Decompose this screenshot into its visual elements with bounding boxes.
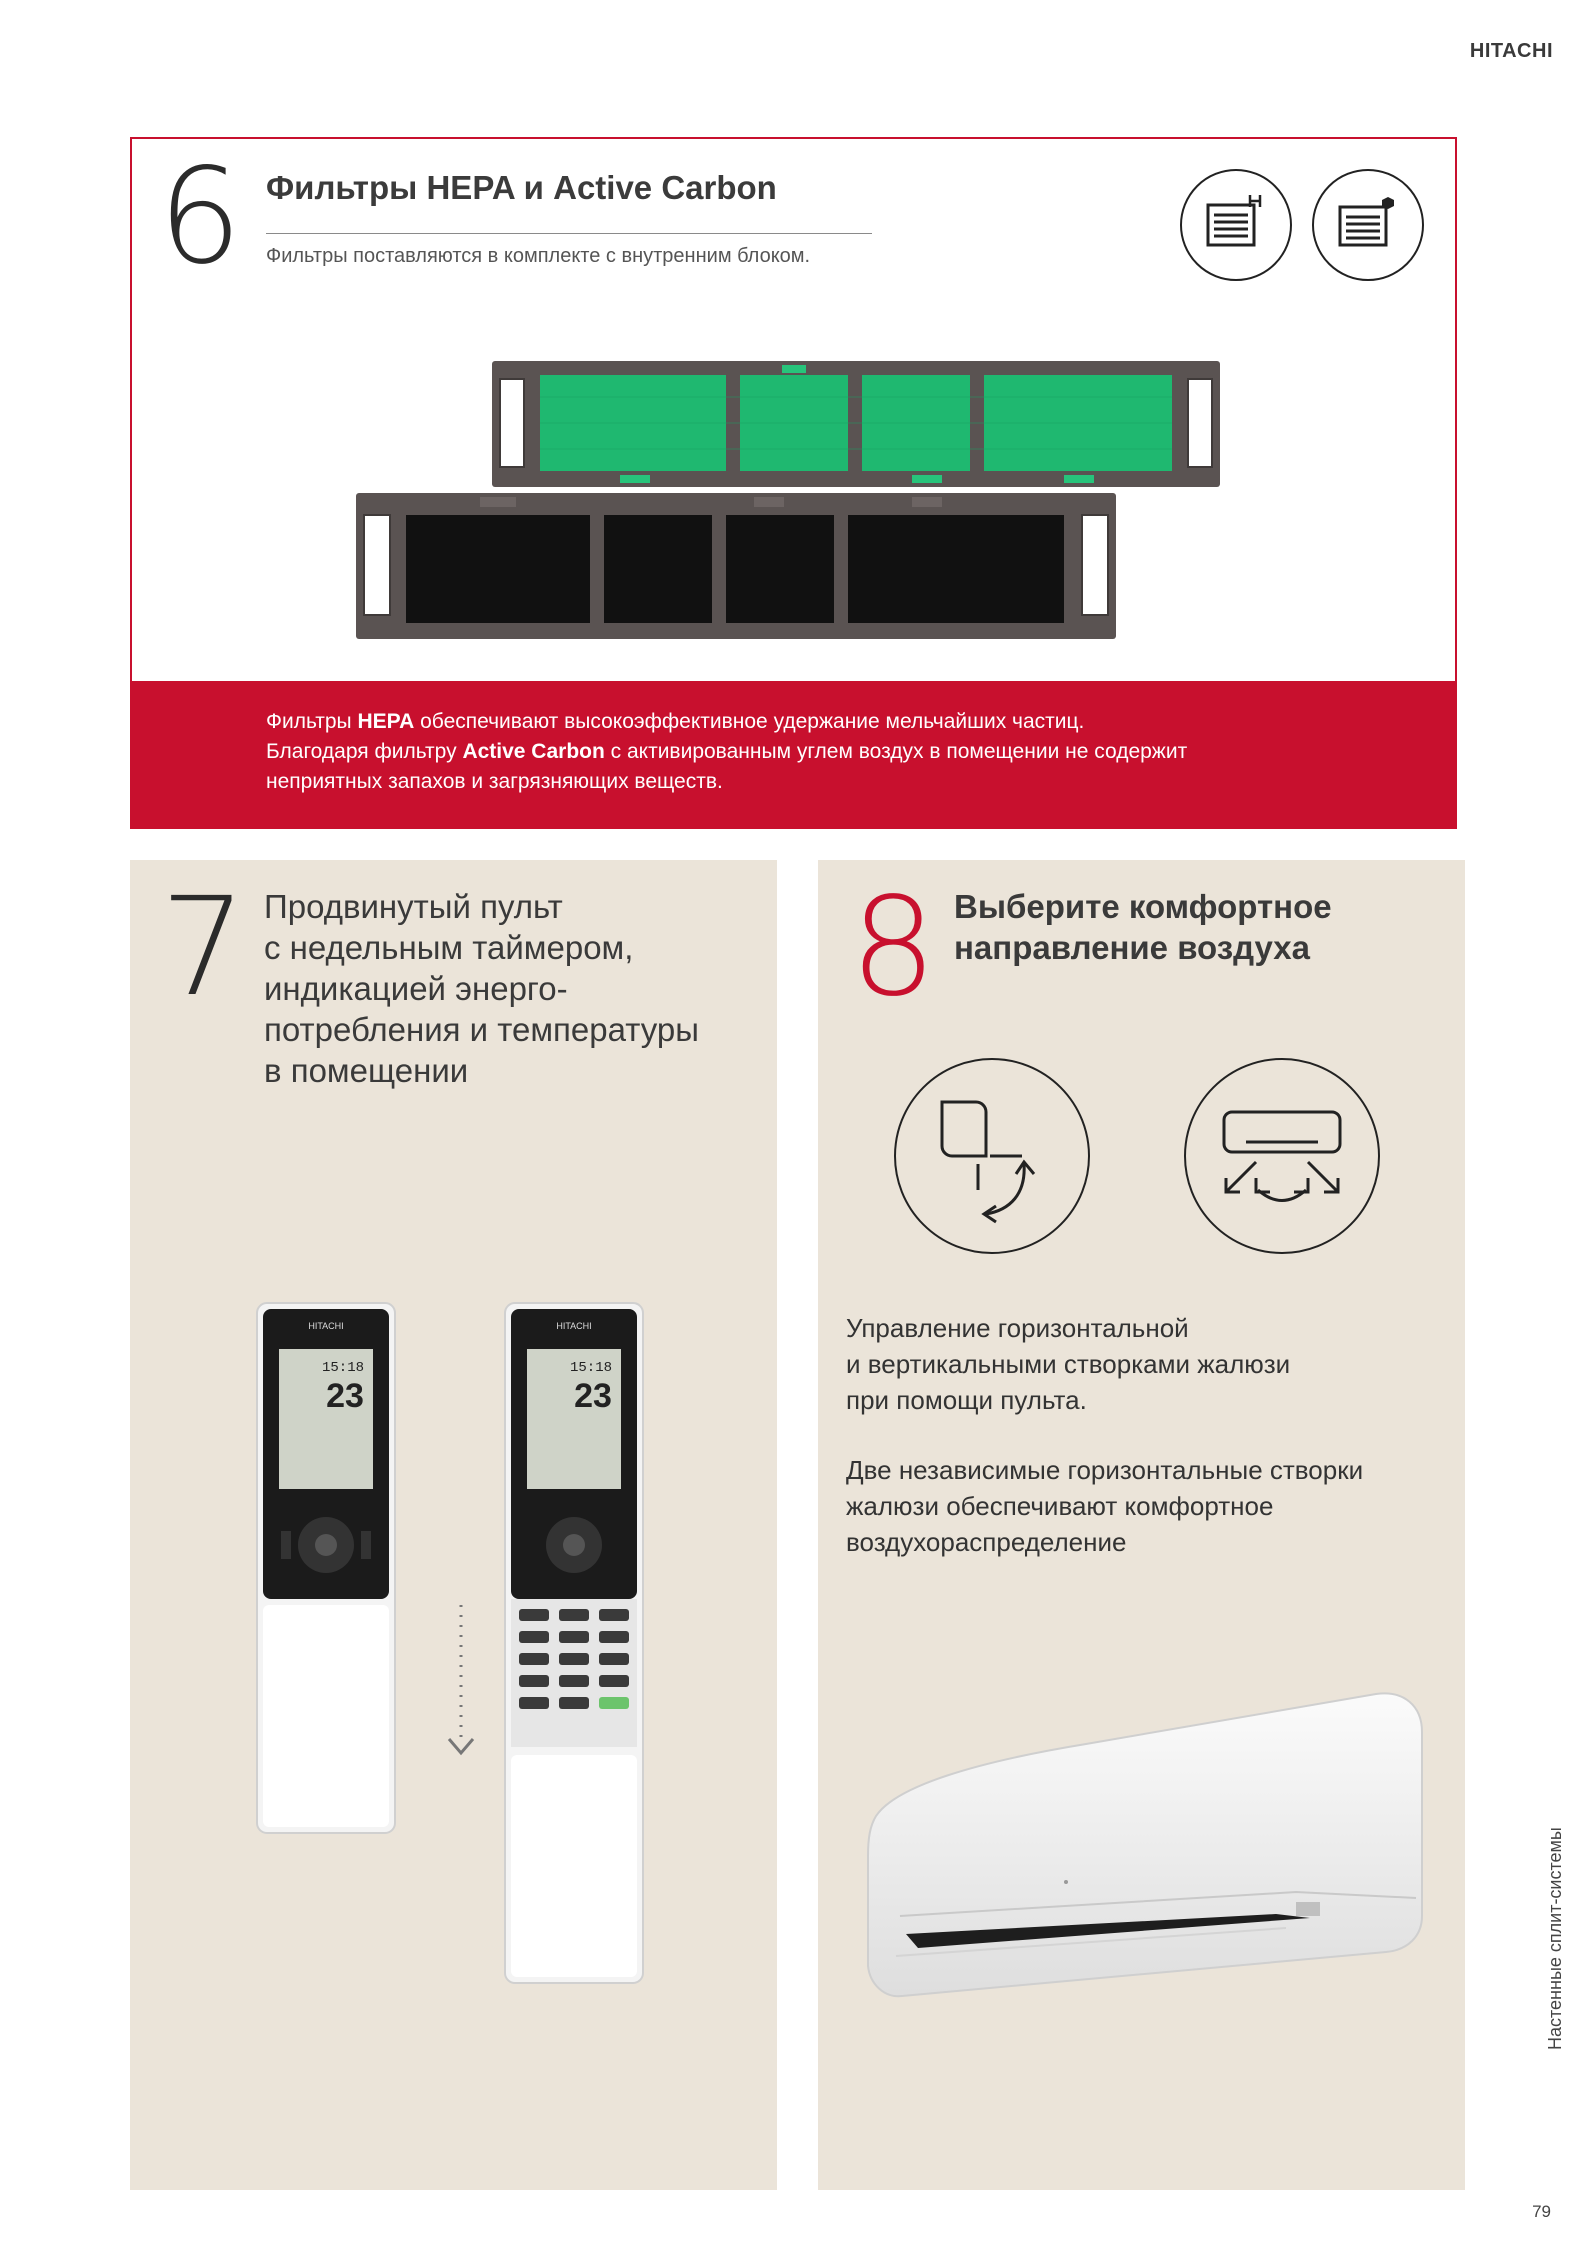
section-filters	[130, 137, 1457, 829]
filters-description: Фильтры HEPA обеспечивают высокоэффективное удержание мельчайших частиц. Благодаря фильтру Active Carbon с активированным углем воздух в помещении не содержит неприятных запахов и загрязняющих веществ.	[266, 710, 1188, 793]
airflow-paragraph-1: Управление горизонтальной и вертикальными створками жалюзи при помощи пульта.	[846, 1313, 1291, 1415]
section-side-label: Настенные сплит-системы	[1545, 1827, 1565, 2050]
section-heading: Выберите комфортное направление воздуха	[954, 888, 1332, 966]
section-title: Фильтры HEPA и Active Carbon	[266, 169, 777, 206]
section-heading: Продвинутый пульт с недельным таймером, индикацией энерго- потребления и температуры в помещении	[264, 888, 699, 1089]
horizontal-swing-icon	[1184, 1058, 1380, 1254]
section-airflow	[818, 860, 1465, 2190]
svg-text:23: 23	[574, 1377, 612, 1415]
page-number: 79	[1532, 2202, 1551, 2221]
section-number: 8	[850, 869, 937, 1027]
remote-closed	[257, 1303, 395, 1833]
hepa-filter-icon	[1180, 169, 1292, 281]
title-divider	[266, 233, 872, 234]
filters-description-band	[132, 681, 1455, 827]
air-conditioner-photo	[856, 1666, 1436, 2006]
vertical-swing-icon	[894, 1058, 1090, 1254]
svg-text:15:18: 15:18	[321, 1360, 365, 1376]
remote-controls-photo	[255, 1295, 675, 1985]
section-remote	[130, 860, 777, 2190]
airflow-paragraph-2: Две независимые горизонтальные створки жалюзи обеспечивают комфортное воздухораспределение	[846, 1455, 1364, 1557]
section-subtitle: Фильтры поставляются в комплекте с внутренним блоком.	[266, 245, 811, 267]
svg-text:23: 23	[326, 1377, 364, 1415]
section-number: 7	[160, 869, 247, 1027]
section-number: 6	[158, 140, 242, 294]
svg-text:HITACHI: HITACHI	[308, 1321, 344, 1331]
filters-photo	[352, 357, 1232, 647]
svg-text:HITACHI: HITACHI	[556, 1321, 592, 1331]
carbon-filter-icon	[1312, 169, 1424, 281]
remote-open	[505, 1303, 643, 1983]
svg-text:15:18: 15:18	[569, 1360, 613, 1376]
brand-logo: HITACHI	[1469, 40, 1553, 62]
